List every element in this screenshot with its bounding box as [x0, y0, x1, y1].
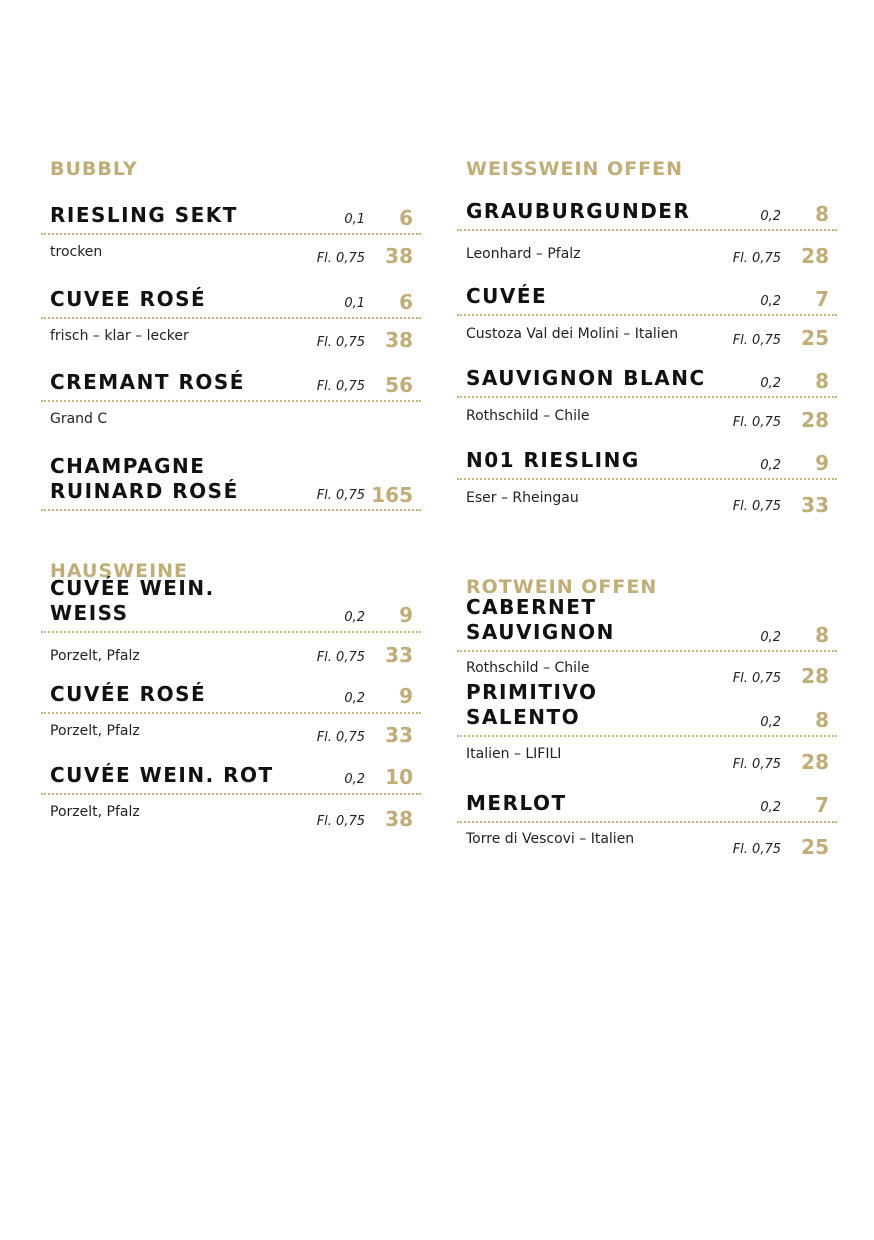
item-price-bottle: 33 — [385, 723, 413, 747]
item-price: 9 — [399, 603, 413, 627]
item-size: 0,1 — [344, 212, 365, 227]
item-row — [457, 364, 837, 398]
item-price: 8 — [815, 202, 829, 226]
item-size-bottle: Fl. 0,75 — [732, 251, 781, 266]
item-row — [457, 595, 837, 652]
item-price: 9 — [399, 684, 413, 708]
menu-item — [457, 198, 837, 268]
item-size-bottle: Fl. 0,75 — [316, 335, 365, 350]
item-name: CUVÉE — [466, 284, 548, 308]
item-price-bottle: 56 — [385, 373, 413, 397]
item-size-bottle: Fl. 0,75 — [316, 650, 365, 665]
item-description: frisch – klar – lecker — [50, 328, 189, 344]
item-size: 0,2 — [760, 715, 781, 730]
item-price-bottle: 38 — [385, 807, 413, 831]
item-size-bottle: Fl. 0,75 — [732, 415, 781, 430]
item-price-bottle: 38 — [385, 328, 413, 352]
item-description: Leonhard – Pfalz — [466, 246, 581, 262]
item-row — [41, 576, 421, 633]
item-description: Porzelt, Pfalz — [50, 648, 140, 664]
item-name: CHAMPAGNE RUINARD ROSÉ — [50, 454, 239, 503]
menu-item — [41, 576, 421, 667]
item-row — [41, 679, 421, 714]
item-row — [457, 198, 837, 231]
item-description: Porzelt, Pfalz — [50, 723, 140, 739]
item-size-bottle: Fl. 0,75 — [316, 379, 365, 394]
item-description: Rothschild – Chile — [466, 408, 590, 424]
item-row — [457, 446, 837, 480]
item-price: 10 — [385, 765, 413, 789]
item-name: CUVÉE WEIN. ROT — [50, 763, 274, 787]
menu-item — [41, 679, 421, 747]
item-name: RIESLING SEKT — [50, 203, 238, 227]
item-price-bottle: 25 — [801, 835, 829, 859]
item-price: 7 — [815, 287, 829, 311]
item-name: CREMANT ROSÉ — [50, 370, 245, 394]
item-price: 6 — [399, 206, 413, 230]
item-name: CUVÉE WEIN. WEISS — [50, 576, 215, 625]
item-row — [457, 282, 837, 316]
item-description: Custoza Val dei Molini – Italien — [466, 326, 679, 342]
item-price: 8 — [815, 623, 829, 647]
item-size: 0,2 — [760, 376, 781, 391]
item-name: CUVÉE ROSÉ — [50, 682, 207, 706]
item-size: 0,2 — [760, 800, 781, 815]
item-row — [41, 284, 421, 319]
item-size-bottle: Fl. 0,75 — [732, 333, 781, 348]
item-price: 7 — [815, 793, 829, 817]
menu-item — [457, 595, 837, 688]
item-price: 8 — [815, 369, 829, 393]
menu-item — [457, 788, 837, 859]
item-row — [41, 760, 421, 795]
item-name: N01 RIESLING — [466, 448, 640, 472]
item-size: 0,2 — [760, 458, 781, 473]
item-size-bottle: Fl. 0,75 — [732, 757, 781, 772]
item-size: 0,2 — [760, 209, 781, 224]
menu-item — [41, 760, 421, 831]
section-title: HAUSWEINE — [50, 560, 189, 582]
item-size: 0,2 — [760, 294, 781, 309]
item-price-bottle: 33 — [801, 493, 829, 517]
item-price: 9 — [815, 451, 829, 475]
item-size: 0,2 — [760, 630, 781, 645]
item-description: Italien – LIFILI — [466, 746, 562, 762]
item-name: CUVEE ROSÉ — [50, 287, 207, 311]
item-price-bottle: 38 — [385, 244, 413, 268]
item-size: 0,2 — [344, 610, 365, 625]
item-price-bottle: 25 — [801, 326, 829, 350]
item-price-bottle: 165 — [371, 483, 413, 507]
item-size-bottle: Fl. 0,75 — [316, 814, 365, 829]
item-description: Porzelt, Pfalz — [50, 804, 140, 820]
section-title: BUBBLY — [50, 158, 138, 180]
menu-item — [41, 284, 421, 352]
menu-item — [41, 367, 421, 427]
item-name: CABERNET SAUVIGNON — [466, 595, 615, 644]
item-row — [41, 451, 421, 511]
item-description: Grand C — [50, 411, 108, 427]
menu-item — [457, 282, 837, 350]
item-name: SAUVIGNON BLANC — [466, 366, 706, 390]
menu-item — [457, 446, 837, 517]
item-size: 0,2 — [344, 691, 365, 706]
item-size-bottle: Fl. 0,75 — [732, 842, 781, 857]
item-name: GRAUBURGUNDER — [466, 199, 691, 223]
item-size-bottle: Fl. 0,75 — [732, 671, 781, 686]
item-size-bottle: Fl. 0,75 — [316, 488, 365, 503]
item-row — [41, 367, 421, 402]
item-size: 0,2 — [344, 772, 365, 787]
item-row — [457, 680, 837, 737]
item-price-bottle: 28 — [801, 408, 829, 432]
item-name: MERLOT — [466, 791, 567, 815]
item-description: Eser – Rheingau — [466, 490, 579, 506]
menu-item — [457, 680, 837, 774]
section-title: ROTWEIN OFFEN — [466, 576, 658, 598]
item-description: trocken — [50, 244, 103, 260]
item-price-bottle: 28 — [801, 664, 829, 688]
item-size: 0,1 — [344, 296, 365, 311]
menu-item — [457, 364, 837, 432]
item-description: Torre di Vescovi – Italien — [466, 831, 635, 847]
item-name: PRIMITIVO SALENTO — [466, 680, 598, 729]
section-title: WEISSWEIN OFFEN — [466, 158, 684, 180]
item-size-bottle: Fl. 0,75 — [316, 730, 365, 745]
item-size-bottle: Fl. 0,75 — [732, 499, 781, 514]
item-price-bottle: 33 — [385, 643, 413, 667]
item-row — [41, 200, 421, 235]
menu-item — [41, 200, 421, 268]
item-price: 6 — [399, 290, 413, 314]
item-price: 8 — [815, 708, 829, 732]
menu-item — [41, 451, 421, 511]
item-description: Rothschild – Chile — [466, 660, 590, 676]
item-price-bottle: 28 — [801, 244, 829, 268]
item-size-bottle: Fl. 0,75 — [316, 251, 365, 266]
item-price-bottle: 28 — [801, 750, 829, 774]
item-row — [457, 788, 837, 823]
